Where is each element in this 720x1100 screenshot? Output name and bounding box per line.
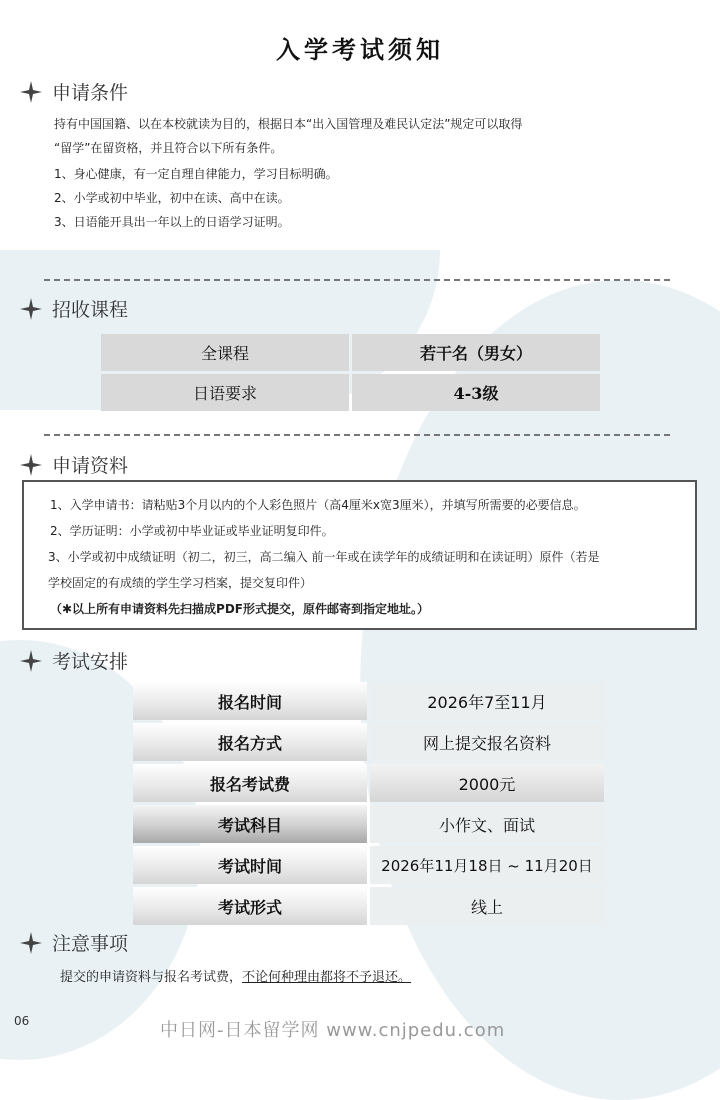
materials-item: 2、学历证明：小学或初中毕业证或毕业证明复印件。 <box>50 524 334 538</box>
conditions-item: 1、身心健康，有一定自理自律能力，学习目标明确。 <box>54 167 338 181</box>
table-row <box>133 805 604 843</box>
course-label: 日语要求 <box>101 374 349 411</box>
exam-label: 考试形式 <box>133 887 367 925</box>
section-label: 招收课程 <box>52 299 129 321</box>
section-exam-heading <box>20 647 128 674</box>
section-label: 考试安排 <box>52 651 129 673</box>
exam-value: 2026年7至11月 <box>370 682 604 720</box>
exam-label: 报名考试费 <box>133 764 367 802</box>
four-point-star-icon <box>20 650 42 672</box>
table-row <box>101 334 600 371</box>
section-conditions-heading <box>20 78 128 105</box>
conditions-intro-line1: 持有中国国籍、以在本校就读为目的，根据日本“出入国管理及难民认定法”规定可以取得 <box>54 117 523 131</box>
course-label: 全课程 <box>101 334 349 371</box>
materials-box <box>22 480 697 630</box>
exam-label: 报名方式 <box>133 723 367 761</box>
section-label: 申请条件 <box>52 82 129 104</box>
materials-item: 1、入学申请书：请粘贴3个月以内的个人彩色照片（高4厘米x宽3厘米），并填写所需要的必要信息。 <box>50 498 586 512</box>
course-value: 4-3级 <box>352 374 600 411</box>
exam-value: 网上提交报名资料 <box>370 723 604 761</box>
conditions-text <box>54 112 522 234</box>
table-row <box>133 887 604 925</box>
materials-item: 学校固定的有成绩的学生学习档案，提交复印件） <box>48 576 313 590</box>
exam-value: 2000元 <box>370 764 604 802</box>
course-value: 若干名（男女） <box>352 334 600 371</box>
conditions-item: 3、日语能开具出一年以上的日语学习证明。 <box>54 215 290 229</box>
four-point-star-icon <box>20 298 42 320</box>
table-row <box>133 723 604 761</box>
notice-underlined: 不论何种理由都将不予退还。 <box>242 970 412 985</box>
table-row <box>133 846 604 884</box>
section-divider <box>44 434 670 436</box>
page-title: 入学考试须知 <box>276 35 444 64</box>
four-point-star-icon <box>20 454 42 476</box>
page-number: 06 <box>14 1014 30 1028</box>
exam-label: 报名时间 <box>133 682 367 720</box>
section-divider <box>44 279 670 281</box>
exam-table <box>130 679 607 928</box>
courses-table <box>98 331 603 414</box>
conditions-intro-line2: “留学”在留资格，并且符合以下所有条件。 <box>54 141 283 155</box>
section-courses-heading <box>20 295 128 322</box>
four-point-star-icon <box>20 932 42 954</box>
exam-value: 线上 <box>370 887 604 925</box>
footer-watermark: 中日网-日本留学网 www.cnjpedu.com <box>160 1020 506 1041</box>
notice-plain: 提交的申请资料与报名考试费， <box>60 970 243 985</box>
exam-label: 考试时间 <box>133 846 367 884</box>
notice-text <box>60 966 411 985</box>
conditions-item: 2、小学或初中毕业，初中在读、高中在读。 <box>54 191 290 205</box>
table-row <box>101 374 600 411</box>
materials-item: 3、小学或初中成绩证明（初二，初三，高二编入 前一年或在读学年的成绩证明和在读证明）原件（若是 <box>48 550 600 564</box>
four-point-star-icon <box>20 81 42 103</box>
section-label: 注意事项 <box>52 933 129 955</box>
section-label: 申请资料 <box>52 455 129 477</box>
exam-label: 考试科目 <box>133 805 367 843</box>
table-row <box>133 682 604 720</box>
exam-value: 2026年11月18日 ~ 11月20日 <box>370 846 604 884</box>
materials-note: （✱以上所有申请资料先扫描成PDF形式提交，原件邮寄到指定地址。） <box>50 602 430 616</box>
section-notice-heading <box>20 929 128 956</box>
table-row <box>133 764 604 802</box>
section-materials-heading <box>20 451 128 478</box>
exam-value: 小作文、面试 <box>370 805 604 843</box>
